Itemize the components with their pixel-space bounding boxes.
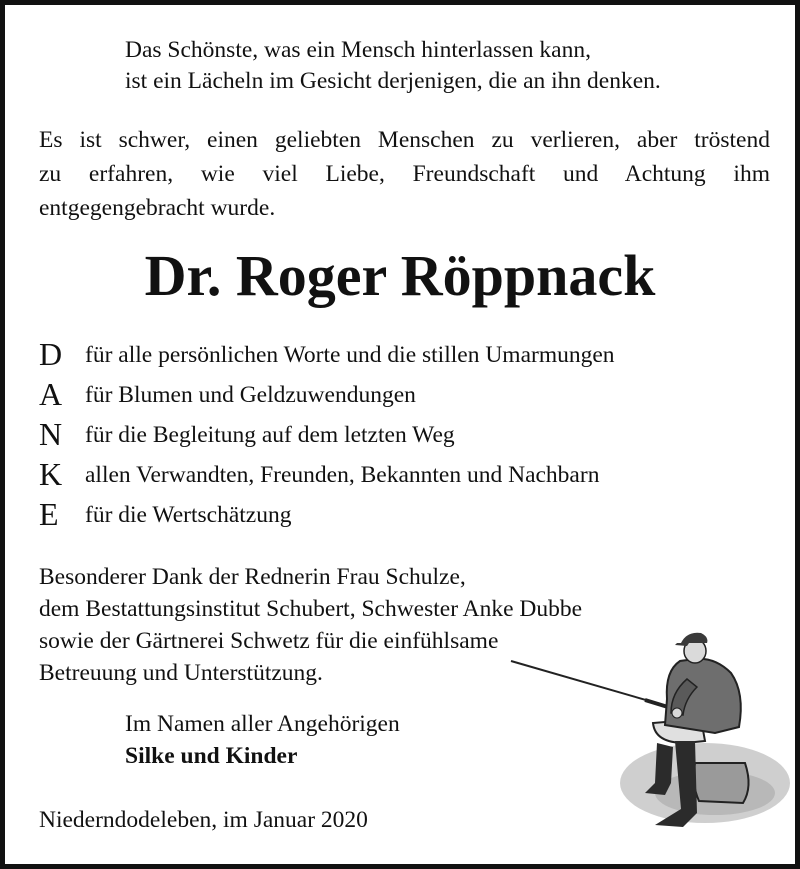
danke-letter: K — [39, 456, 63, 492]
danke-text: für die Wertschätzung — [85, 502, 292, 528]
intro-line: entgegengebracht wurde. — [39, 195, 276, 221]
quote-line: Das Schönste, was ein Mensch hinterlassen kann, — [125, 37, 591, 63]
danke-text: für die Begleitung auf dem letzten Weg — [85, 422, 455, 448]
special-thanks — [39, 561, 582, 689]
signature-names: Silke und Kinder — [125, 743, 298, 769]
quote — [125, 35, 661, 97]
danke-text: für alle persönlichen Worte und die stillen Umarmungen — [85, 342, 615, 368]
danke-letter: E — [39, 496, 59, 532]
intro-text — [39, 123, 770, 225]
thanks-line: Besonderer Dank der Rednerin Frau Schulze, — [39, 564, 466, 590]
place-date: Niederndodeleben, im Januar 2020 — [39, 807, 368, 833]
intro-line: Es ist schwer, einen geliebten Menschen zu verlieren, aber tröstend — [39, 127, 770, 153]
thanks-line: dem Bestattungsinstitut Schubert, Schwester Anke Dubbe — [39, 596, 583, 622]
danke-letter: D — [39, 336, 63, 372]
thanks-line: Betreuung und Unterstützung. — [39, 660, 323, 686]
danke-letter: N — [39, 416, 63, 452]
thanks-line: sowie der Gärtnerei Schwetz für die einfühlsame — [39, 628, 499, 654]
signature — [125, 708, 400, 772]
signature-intro: Im Namen aller Angehörigen — [125, 711, 400, 737]
danke-letter: A — [39, 376, 63, 412]
danke-text: allen Verwandten, Freunden, Bekannten und Nachbarn — [85, 462, 600, 488]
fisherman-illustration-icon — [505, 623, 795, 845]
danke-text: für Blumen und Geldzuwendungen — [85, 382, 416, 408]
intro-line: zu erfahren, wie viel Liebe, Freundschaft und Achtung ihm — [39, 161, 770, 187]
quote-line: ist ein Lächeln im Gesicht derjenigen, die an ihn denken. — [125, 68, 661, 94]
deceased-name: Dr. Roger Röppnack — [144, 243, 656, 308]
